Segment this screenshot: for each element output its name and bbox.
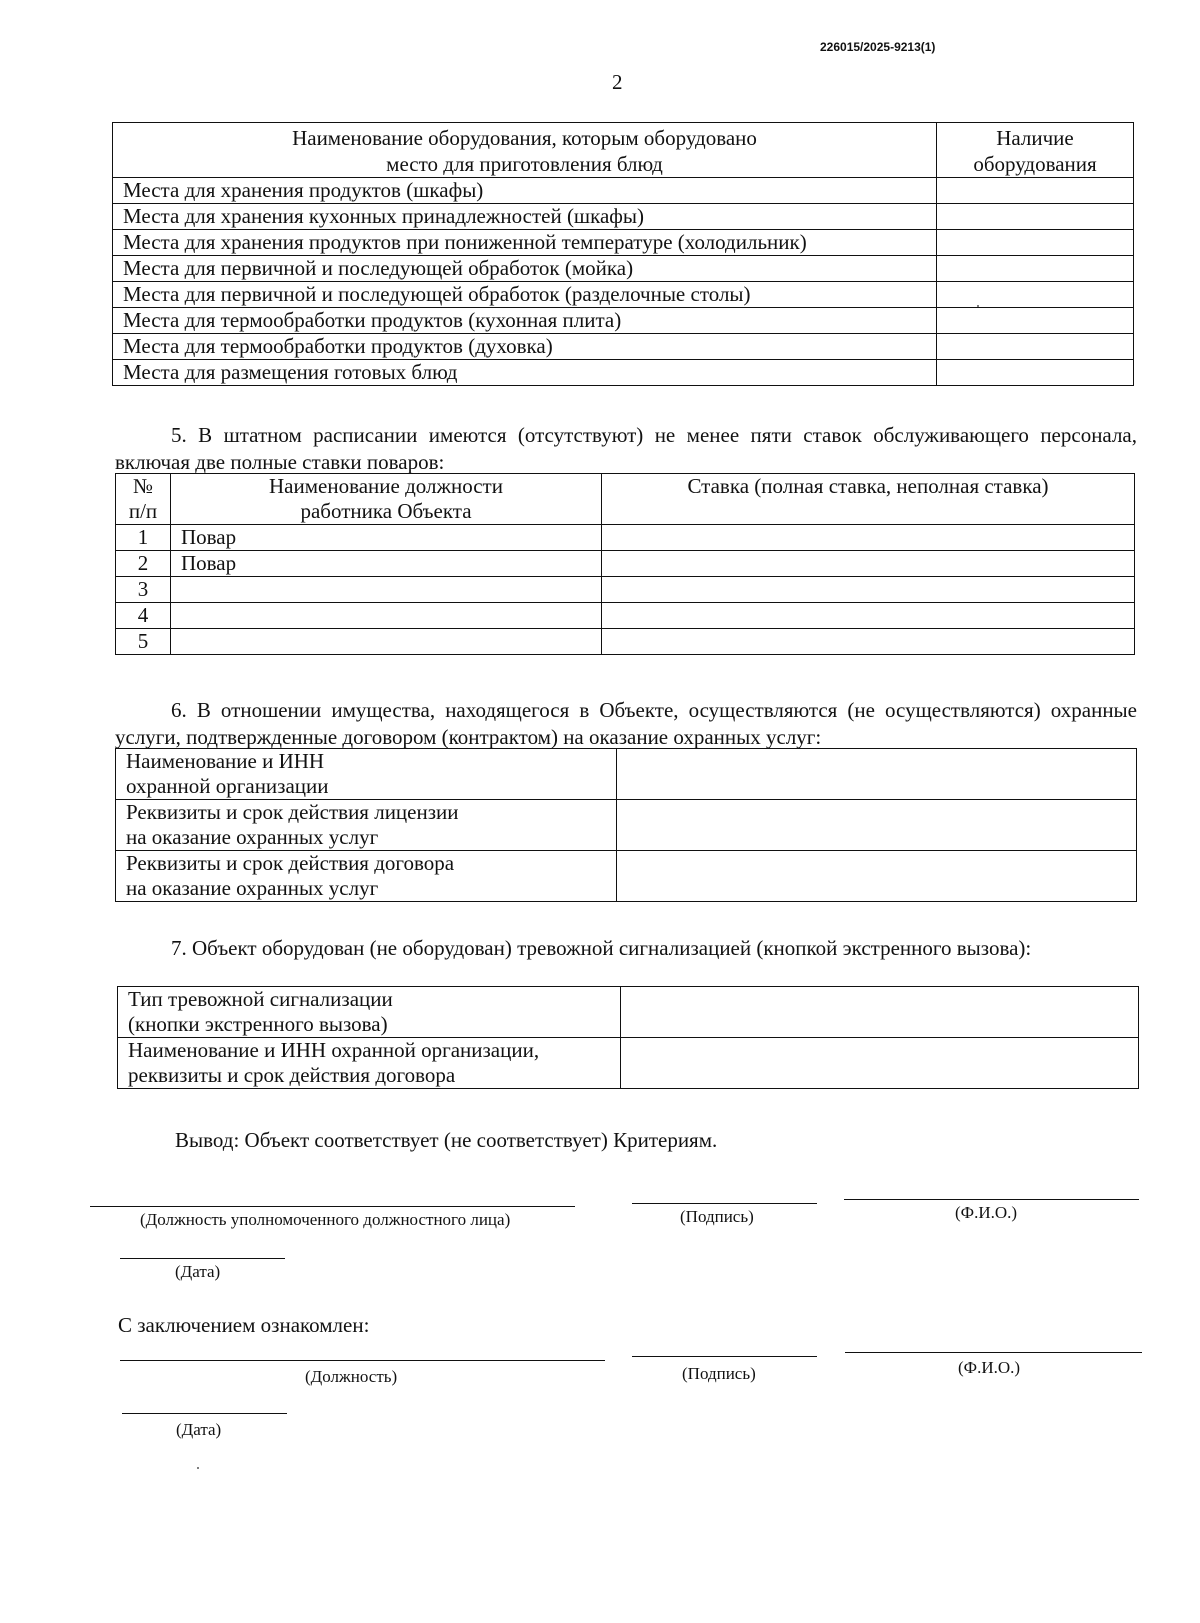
- equipment-name: Места для термообработки продуктов (духовка): [113, 334, 937, 360]
- table-row: [116, 577, 1135, 603]
- scan-speck: [977, 305, 979, 307]
- security-label-line1: Наименование и ИНН: [126, 749, 325, 773]
- security-label: [116, 749, 617, 800]
- acquainted-text: С заключением ознакомлен:: [118, 1313, 370, 1337]
- staff-number: 3: [116, 577, 171, 603]
- alarm-label: [118, 1038, 621, 1089]
- table-row: [113, 360, 1134, 386]
- equipment-name: Места для термообработки продуктов (кухонная плита): [113, 308, 937, 334]
- equipment-availability-cell: [937, 230, 1134, 256]
- equipment-header-availability: [937, 123, 1134, 178]
- alarm-label: [118, 987, 621, 1038]
- table-row: [118, 1038, 1139, 1089]
- staff-number: 5: [116, 629, 171, 655]
- equipment-header-name-line2: место для приготовления блюд: [386, 152, 663, 176]
- staff-header-position: [171, 474, 602, 525]
- alarm-label-line1: Наименование и ИНН охранной организации,: [128, 1038, 540, 1062]
- signature-line-2: [632, 1356, 817, 1357]
- security-label-line1: Реквизиты и срок действия договора: [126, 851, 455, 875]
- page-number: 2: [612, 70, 623, 94]
- staff-rate: [602, 525, 1135, 551]
- staff-number: 4: [116, 603, 171, 629]
- staff-number: 1: [116, 525, 171, 551]
- staff-header-number: [116, 474, 171, 525]
- position-signature-line: [90, 1206, 575, 1207]
- signature-line: [632, 1203, 817, 1204]
- scan-speck: [197, 1467, 199, 1469]
- staff-position: [171, 629, 602, 655]
- alarm-value: [621, 987, 1139, 1038]
- position-signature-line-2: [120, 1360, 605, 1361]
- staff-position: Повар: [171, 551, 602, 577]
- table-row: [118, 987, 1139, 1038]
- equipment-availability-cell: [937, 178, 1134, 204]
- alarm-label-line2: реквизиты и срок действия договора: [128, 1063, 456, 1087]
- staff-header-number-line1: №: [132, 474, 154, 498]
- security-label-line2: охранной организации: [126, 774, 329, 798]
- security-label: [116, 851, 617, 902]
- staff-number: 2: [116, 551, 171, 577]
- table-row: [113, 204, 1134, 230]
- staff-header-position-line1: Наименование должности: [269, 474, 503, 498]
- table-row: [116, 525, 1135, 551]
- equipment-header-name-line1: Наименование оборудования, которым оборудовано: [292, 126, 757, 150]
- staff-position: [171, 603, 602, 629]
- alarm-label-line2: (кнопки экстренного вызова): [128, 1012, 388, 1036]
- staff-header-position-line2: работника Объекта: [300, 499, 472, 523]
- equipment-availability-cell: [937, 282, 1134, 308]
- alarm-value: [621, 1038, 1139, 1089]
- security-label-line2: на оказание охранных услуг: [126, 825, 379, 849]
- section-6-text: 6. В отношении имущества, находящегося в Объекте, осуществляются (не осуществляются) охранные услуги, подтвержденные договором (контрактом) на оказание охранных услуг:: [115, 698, 1137, 749]
- table-row: [116, 851, 1137, 902]
- security-label-line2: на оказание охранных услуг: [126, 876, 379, 900]
- fio-signature-line: [844, 1199, 1139, 1200]
- table-row: [113, 334, 1134, 360]
- equipment-availability-cell: [937, 204, 1134, 230]
- staff-position: Повар: [171, 525, 602, 551]
- fio-caption: (Ф.И.О.): [955, 1203, 1018, 1222]
- security-value: [617, 749, 1137, 800]
- equipment-name: Места для хранения продуктов (шкафы): [113, 178, 937, 204]
- position-caption-2: (Должность): [305, 1367, 398, 1386]
- section-7-text: 7. Объект оборудован (не оборудован) тревожной сигнализацией (кнопкой экстренного вызова):: [171, 936, 1032, 960]
- equipment-availability-cell: [937, 334, 1134, 360]
- staff-rate: [602, 629, 1135, 655]
- equipment-name: Места для хранения кухонных принадлежностей (шкафы): [113, 204, 937, 230]
- staff-table: [115, 473, 1135, 655]
- equipment-table: [112, 122, 1134, 386]
- equipment-name: Места для первичной и последующей обработок (разделочные столы): [113, 282, 937, 308]
- signature-caption: (Подпись): [680, 1207, 754, 1226]
- table-row: [116, 800, 1137, 851]
- staff-rate: [602, 577, 1135, 603]
- staff-position: [171, 577, 602, 603]
- staff-rate: [602, 603, 1135, 629]
- staff-rate: [602, 551, 1135, 577]
- equipment-header-name: [113, 123, 937, 178]
- date-caption: (Дата): [175, 1262, 221, 1281]
- date-caption-2: (Дата): [176, 1420, 222, 1439]
- table-row: [113, 230, 1134, 256]
- table-row: [116, 603, 1135, 629]
- table-row: [116, 551, 1135, 577]
- document-number: 226015/2025-9213(1): [820, 40, 936, 54]
- equipment-availability-cell: [937, 308, 1134, 334]
- table-row: [113, 308, 1134, 334]
- security-value: [617, 800, 1137, 851]
- security-value: [617, 851, 1137, 902]
- equipment-header-availability-line2: оборудования: [973, 152, 1097, 176]
- equipment-name: Места для размещения готовых блюд: [113, 360, 937, 386]
- staff-header-rate: Ставка (полная ставка, неполная ставка): [602, 474, 1135, 525]
- security-label: [116, 800, 617, 851]
- security-label-line1: Реквизиты и срок действия лицензии: [126, 800, 459, 824]
- equipment-name: Места для первичной и последующей обработок (мойка): [113, 256, 937, 282]
- signature-caption-2: (Подпись): [682, 1364, 756, 1383]
- alarm-table: [117, 986, 1139, 1089]
- equipment-table-header: [113, 123, 1134, 178]
- staff-header-number-line2: п/п: [128, 499, 158, 523]
- equipment-name: Места для хранения продуктов при пониженной температуре (холодильник): [113, 230, 937, 256]
- table-row: [113, 256, 1134, 282]
- table-row: [116, 629, 1135, 655]
- position-caption: (Должность уполномоченного должностного лица): [140, 1210, 511, 1229]
- date-line-2: [122, 1413, 287, 1414]
- staff-table-header: [116, 474, 1135, 525]
- table-row: [116, 749, 1137, 800]
- section-5-text: 5. В штатном расписании имеются (отсутствуют) не менее пяти ставок обслуживающего персонала, включая две полные ставки поваров:: [115, 423, 1137, 474]
- equipment-header-availability-line1: Наличие: [996, 126, 1074, 150]
- date-line: [120, 1258, 285, 1259]
- fio-caption-2: (Ф.И.О.): [958, 1358, 1021, 1377]
- security-table: [115, 748, 1137, 902]
- alarm-label-line1: Тип тревожной сигнализации: [128, 987, 393, 1011]
- table-row: [113, 178, 1134, 204]
- equipment-availability-cell: [937, 256, 1134, 282]
- fio-signature-line-2: [845, 1352, 1142, 1353]
- table-row: [113, 282, 1134, 308]
- equipment-availability-cell: [937, 360, 1134, 386]
- conclusion-text: Вывод: Объект соответствует (не соответствует) Критериям.: [175, 1128, 718, 1152]
